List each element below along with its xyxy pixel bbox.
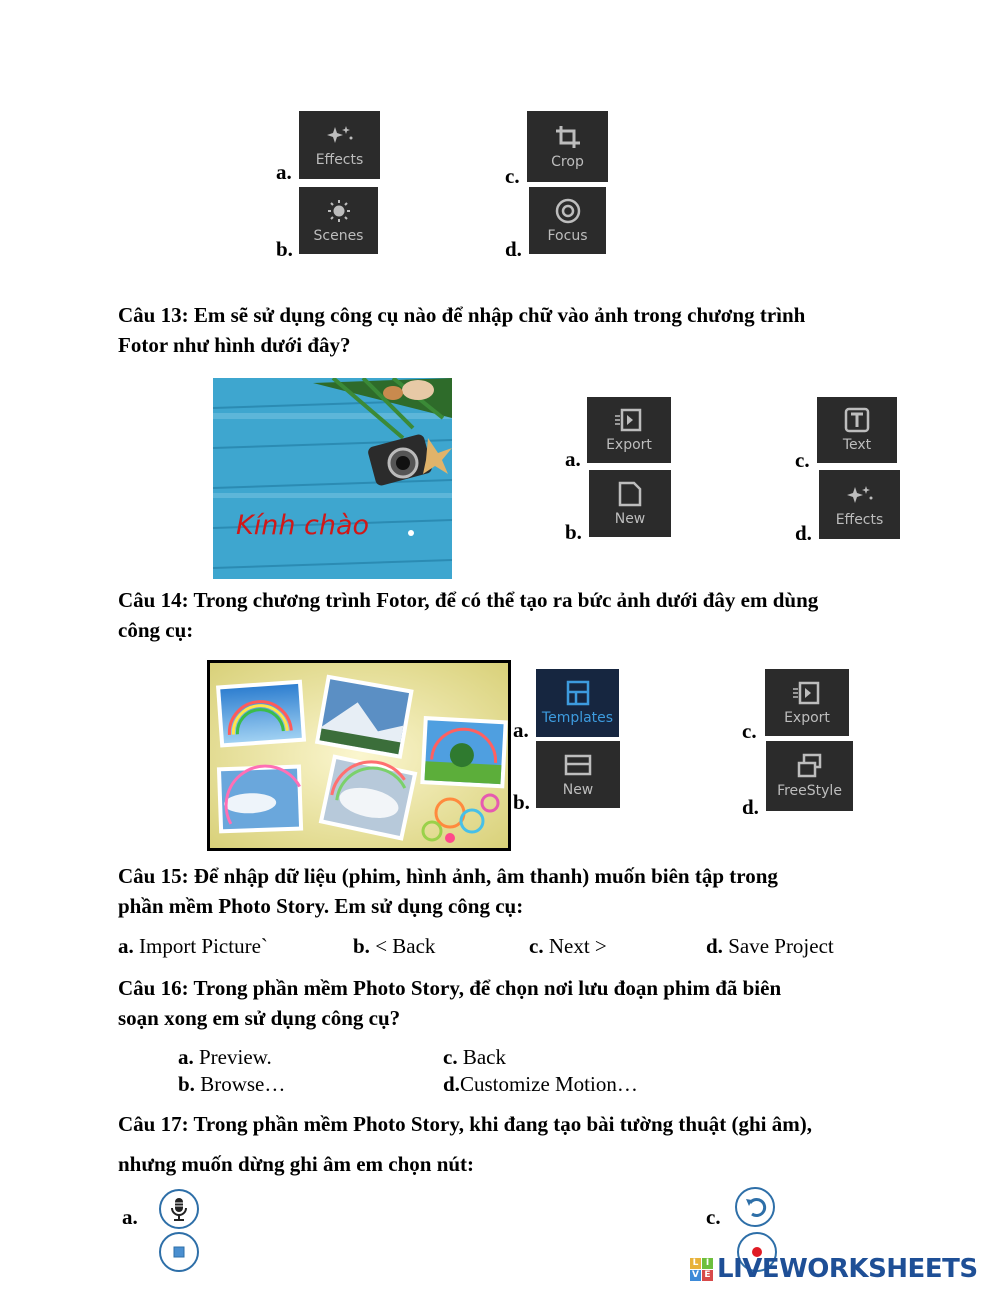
freestyle-icon <box>796 753 824 779</box>
q16-option-c[interactable]: c. Back <box>443 1045 506 1069</box>
text-icon <box>844 407 870 433</box>
liveworksheets-logo <box>690 1254 978 1284</box>
q16-question: Câu 16: Trong phần mềm Photo Story, để chọn nơi lưu đoạn phim đã biên soạn xong em sử dụng công cụ? <box>118 976 782 1030</box>
q14-option-b-new[interactable]: New <box>536 741 620 808</box>
sun-icon <box>326 198 352 224</box>
q14-option-d-freestyle[interactable]: FreeStyle <box>766 741 853 811</box>
q17-option-c-undo-button[interactable] <box>735 1187 775 1227</box>
q13-beach-photo <box>213 378 452 579</box>
q13-option-b-letter: b. <box>565 520 582 544</box>
undo-icon <box>743 1195 767 1219</box>
q16-option-d[interactable]: d.Customize Motion… <box>443 1072 638 1096</box>
q12-option-a-letter: a. <box>276 160 292 184</box>
crop-icon <box>554 124 582 150</box>
sparkle-icon <box>845 482 875 508</box>
q16-option-a[interactable]: a. Preview. <box>178 1045 272 1069</box>
q15-option-a[interactable]: a. Import Picture` <box>118 934 268 958</box>
q12-option-b-letter: b. <box>276 237 293 261</box>
q17-option-c-letter: c. <box>706 1205 721 1229</box>
q13-option-d-effects[interactable]: Effects <box>819 470 900 539</box>
q14-option-c-letter: c. <box>742 719 757 743</box>
q16-option-b[interactable]: b. Browse… <box>178 1072 286 1096</box>
export-icon <box>792 680 822 706</box>
q13-option-a-export[interactable]: Export <box>587 397 671 463</box>
q14-option-a-letter: a. <box>513 718 529 742</box>
export-icon <box>614 407 644 433</box>
q13-option-a-letter: a. <box>565 447 581 471</box>
q14-collage-photo <box>207 660 511 851</box>
q12-option-c-letter: c. <box>505 164 520 188</box>
q12-option-d-letter: d. <box>505 237 522 261</box>
q13-option-b-new[interactable]: New <box>589 470 671 537</box>
q12-option-d-focus[interactable]: Focus <box>529 187 606 254</box>
q13-question: Câu 13: Em sẽ sử dụng công cụ nào để nhập chữ vào ảnh trong chương trình Fotor như hình dưới đây? <box>118 303 806 357</box>
sparkle-icon <box>325 122 355 148</box>
focus-icon <box>554 198 582 224</box>
q17-question-line2: nhưng muốn dừng ghi âm em chọn nút: <box>118 1152 475 1176</box>
q14-option-b-letter: b. <box>513 790 530 814</box>
new-file-icon <box>617 481 643 507</box>
q17-option-a-microphone-button[interactable] <box>159 1189 199 1229</box>
q17-question-line1: Câu 17: Trong phần mềm Photo Story, khi đang tạo bài tường thuật (ghi âm), <box>118 1112 813 1136</box>
q14-option-c-export[interactable]: Export <box>765 669 849 736</box>
q13-option-d-letter: d. <box>795 521 812 545</box>
q14-question: Câu 14: Trong chương trình Fotor, để có thể tạo ra bức ảnh dưới đây em dùng công cụ: <box>118 588 819 642</box>
stop-button[interactable] <box>159 1232 199 1272</box>
q12-option-a-effects[interactable]: Effects <box>299 111 380 179</box>
layout-icon <box>564 752 592 778</box>
stop-icon <box>172 1245 186 1259</box>
q14-option-d-letter: d. <box>742 795 759 819</box>
q13-option-c-text[interactable]: Text <box>817 397 897 463</box>
q15-option-b[interactable]: b. < Back <box>353 934 436 958</box>
liveworksheets-wordmark: LIVEWORKSHEETS <box>717 1254 978 1284</box>
q13-option-c-letter: c. <box>795 448 810 472</box>
templates-icon <box>566 680 590 706</box>
q13-photo-caption: Kính chào <box>236 510 370 541</box>
q12-option-c-crop[interactable]: Crop <box>527 111 608 182</box>
q15-question: Câu 15: Để nhập dữ liệu (phim, hình ảnh, âm thanh) muốn biên tập trong phần mềm Photo Story. Em sử dụng công cụ: <box>118 864 778 918</box>
q14-option-a-templates[interactable]: Templates <box>536 669 619 737</box>
microphone-icon <box>168 1196 190 1222</box>
q15-option-d[interactable]: d. Save Project <box>706 934 834 958</box>
q17-option-a-letter: a. <box>122 1205 138 1229</box>
liveworksheets-badge-icon: L I V E <box>690 1258 713 1281</box>
q15-option-c[interactable]: c. Next > <box>529 934 607 958</box>
q12-option-b-scenes[interactable]: Scenes <box>299 187 378 254</box>
